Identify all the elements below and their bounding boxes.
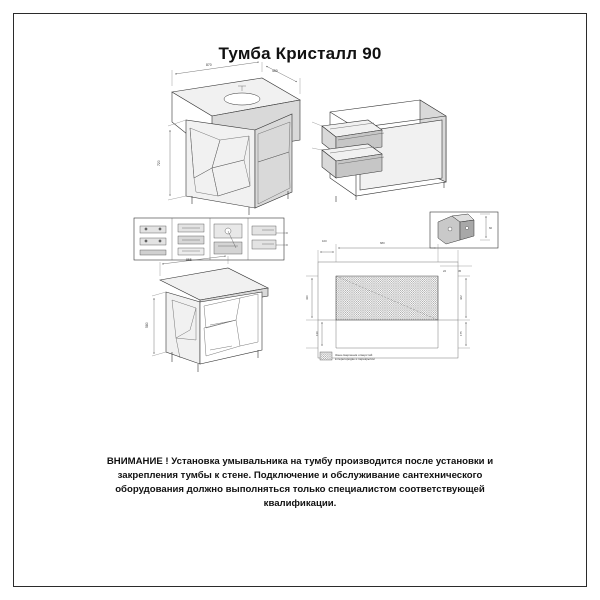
view-top-right-open-drawers	[312, 100, 446, 202]
svg-text:680: 680	[380, 241, 385, 245]
svg-text:130: 130	[315, 331, 319, 336]
view-front-top-left	[157, 62, 300, 215]
svg-text:720: 720	[157, 160, 161, 166]
svg-text:Зона сверления отверстий: Зона сверления отверстий	[335, 353, 373, 357]
warning-notice: ВНИМАНИЕ ! Установка умывальника на тумбу производится после установки и закрепления тумбы к стене. Подключение и обслуживание сантехнического оборудования должно выполняться только специалистом соответствующей квалификации.	[106, 456, 494, 509]
svg-text:430: 430	[305, 295, 309, 300]
view-bottom-left	[145, 256, 268, 372]
svg-text:60: 60	[489, 226, 493, 230]
svg-text:855: 855	[186, 258, 192, 262]
svg-text:175: 175	[459, 331, 463, 336]
svg-text:422: 422	[459, 295, 463, 300]
view-wall-mount	[305, 239, 472, 361]
svg-text:100: 100	[322, 239, 327, 243]
page-title: Тумба Кристалл 90	[218, 44, 382, 63]
svg-text:450: 450	[272, 69, 278, 73]
svg-text:22: 22	[443, 269, 447, 273]
svg-text:в перегородке и перекрытии: в перегородке и перекрытии	[335, 357, 375, 361]
view-bracket-detail	[430, 212, 498, 248]
svg-text:45: 45	[458, 269, 462, 273]
view-assembly-steps	[134, 218, 288, 260]
svg-text:580: 580	[145, 322, 149, 328]
svg-text:870: 870	[206, 63, 212, 67]
